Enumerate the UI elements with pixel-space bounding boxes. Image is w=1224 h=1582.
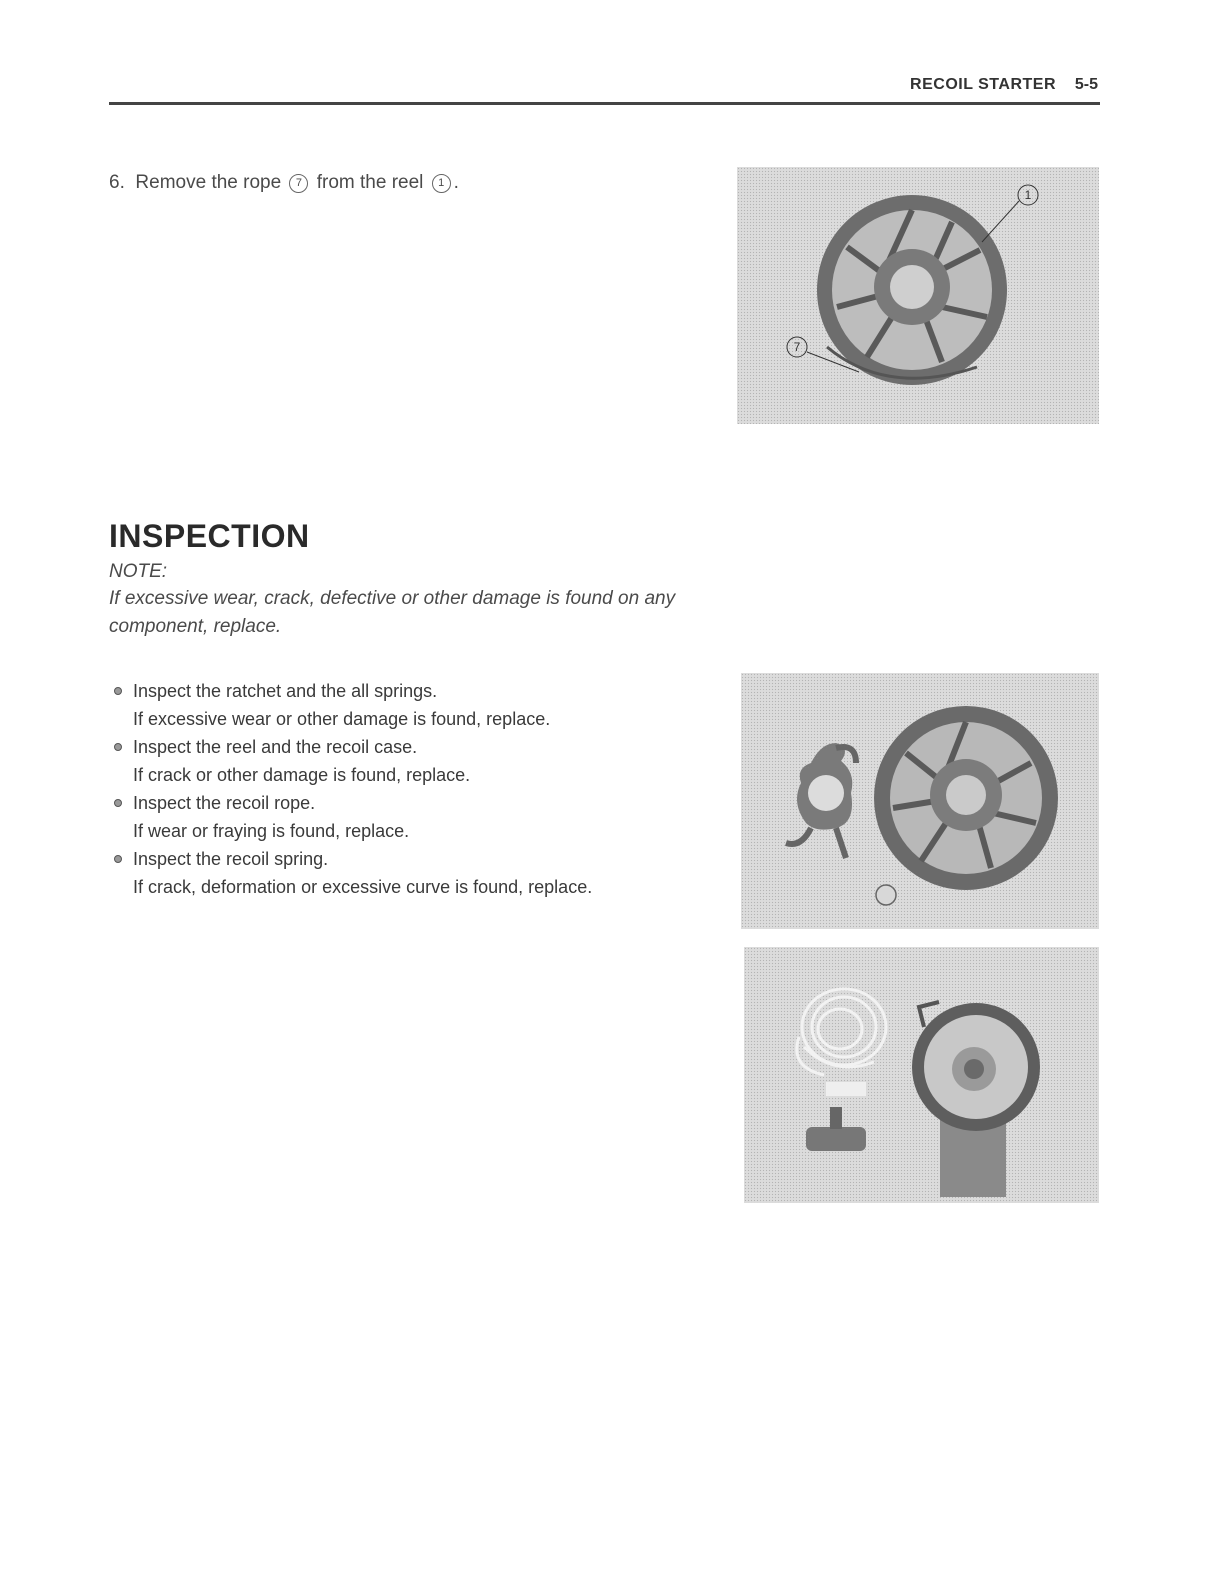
bullet-icon — [114, 855, 122, 863]
note-label: NOTE: — [109, 561, 168, 582]
item-detail: If crack, deformation or excessive curve is found, replace. — [133, 877, 593, 897]
ref-reel-callout: 1 — [432, 174, 451, 193]
handle-image — [806, 1107, 866, 1151]
inspection-heading: INSPECTION — [109, 518, 310, 554]
step-6 — [109, 172, 459, 194]
svg-text:1: 1 — [1024, 188, 1032, 202]
photo-ratchet-reel — [741, 673, 1099, 929]
page-header — [109, 74, 1100, 105]
svg-text:7: 7 — [793, 340, 801, 354]
step-text-end: . — [453, 172, 459, 193]
bullet-icon — [114, 743, 122, 751]
item-detail: If crack or other damage is found, replace. — [133, 765, 471, 785]
recoil-case-image — [912, 1002, 1040, 1197]
item-title: Inspect the recoil rope. — [133, 793, 316, 813]
step-text-before: Remove the rope — [135, 172, 282, 193]
item-detail: If wear or fraying is found, replace. — [133, 821, 410, 841]
item-title: Inspect the recoil spring. — [133, 849, 329, 869]
list-item — [112, 789, 712, 845]
step-text-middle: from the reel — [316, 172, 424, 193]
list-item — [112, 677, 712, 733]
list-item — [112, 733, 712, 789]
ratchet-image — [786, 743, 856, 858]
rope-tag-image — [826, 1082, 866, 1096]
inspection-list — [112, 677, 712, 901]
reel-image — [874, 706, 1058, 890]
photo-reel-rope — [737, 167, 1099, 424]
section-title: RECOIL STARTER — [910, 76, 1056, 93]
bullet-icon — [114, 687, 122, 695]
callout-1 — [982, 185, 1038, 242]
item-title: Inspect the reel and the recoil case. — [133, 737, 418, 757]
ref-rope-callout: 7 — [289, 174, 308, 193]
item-detail: If excessive wear or other damage is found, replace. — [133, 709, 551, 729]
reel-image — [817, 195, 1007, 385]
page-number: 5-5 — [1074, 76, 1098, 93]
note-text: If excessive wear, crack, defective or other damage is found on any component, replace. — [109, 588, 676, 637]
rope-image — [797, 989, 886, 1075]
photo-rope-case — [744, 947, 1099, 1203]
bullet-icon — [114, 799, 122, 807]
item-title: Inspect the ratchet and the all springs. — [133, 681, 438, 701]
list-item — [112, 845, 712, 901]
spring-part-image — [876, 885, 896, 905]
step-number: 6. — [109, 172, 125, 193]
